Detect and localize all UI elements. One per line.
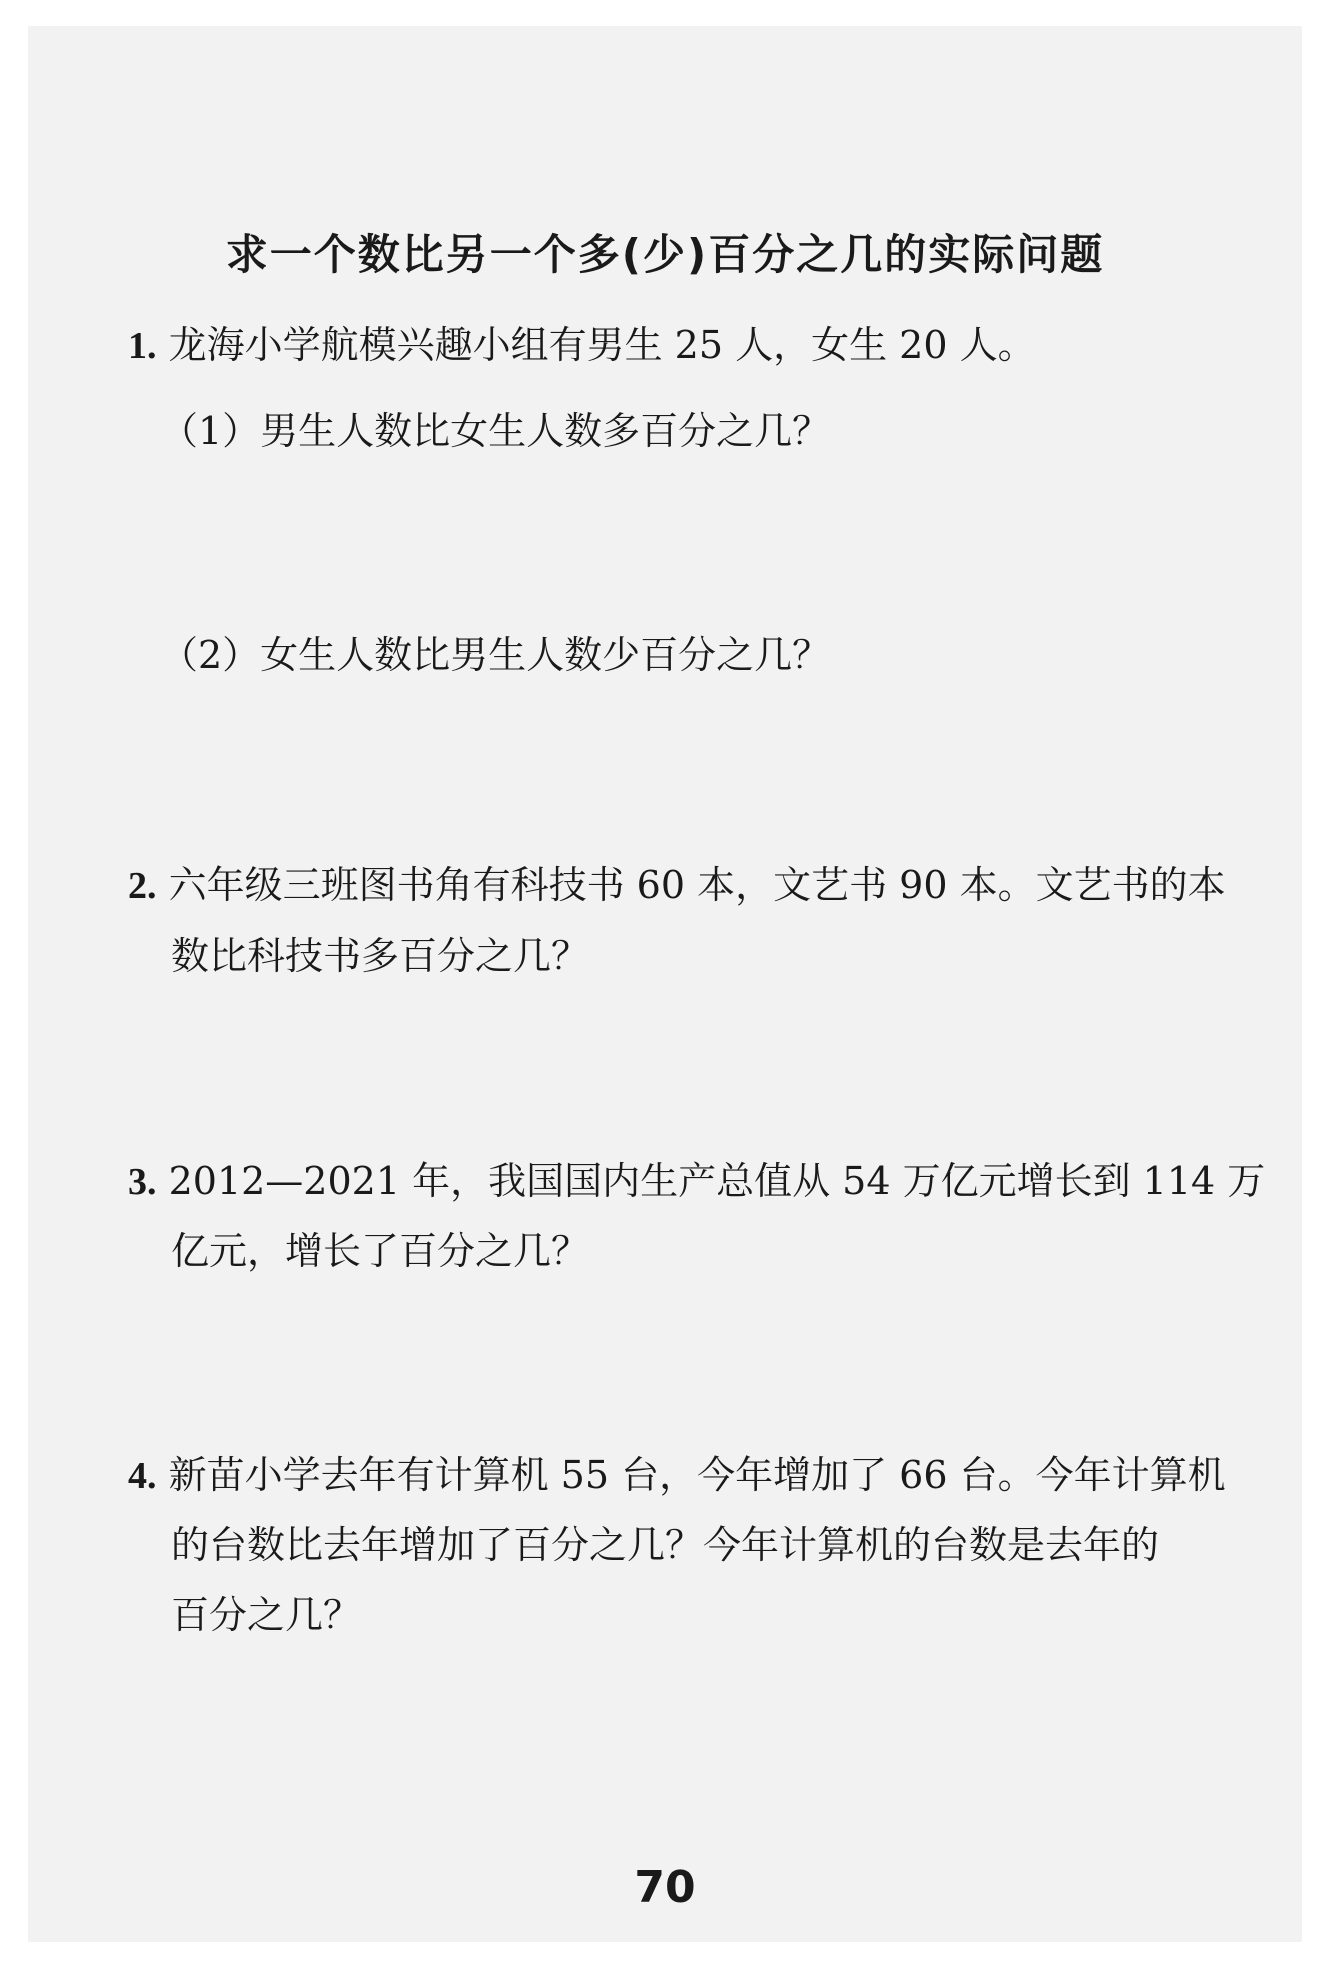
page-title: 求一个数比另一个多(少)百分之几的实际问题 bbox=[225, 230, 1105, 279]
question-4-line-3: 百分之几？ bbox=[171, 1593, 362, 1637]
question-3-line-2: 亿元，增长了百分之几？ bbox=[171, 1229, 590, 1273]
question-4 bbox=[128, 1452, 1226, 1499]
page-background bbox=[28, 26, 1302, 1942]
question-text: 龙海小学航模兴趣小组有男生 25 人，女生 20 人。 bbox=[168, 323, 1036, 367]
question-text: 2012—2021 年，我国国内生产总值从 54 万亿元增长到 114 万 bbox=[168, 1159, 1266, 1203]
question-number: 3. bbox=[128, 1161, 157, 1203]
page-number: 70 bbox=[634, 1862, 696, 1913]
question-1-sub-2: （2）女生人数比男生人数少百分之几？ bbox=[160, 633, 831, 677]
question-1 bbox=[128, 322, 1036, 369]
question-number: 1. bbox=[128, 325, 157, 367]
question-text: 新苗小学去年有计算机 55 台，今年增加了 66 台。今年计算机 bbox=[168, 1453, 1226, 1497]
question-2 bbox=[128, 862, 1226, 909]
question-4-line-2: 的台数比去年增加了百分之几？今年计算机的台数是去年的 bbox=[171, 1523, 1160, 1567]
question-2-line-2: 数比科技书多百分之几？ bbox=[171, 934, 590, 978]
question-1-sub-1: （1）男生人数比女生人数多百分之几？ bbox=[160, 409, 831, 453]
question-number: 4. bbox=[128, 1455, 157, 1497]
question-number: 2. bbox=[128, 865, 157, 907]
question-text: 六年级三班图书角有科技书 60 本，文艺书 90 本。文艺书的本 bbox=[168, 863, 1226, 907]
question-3 bbox=[128, 1158, 1265, 1205]
